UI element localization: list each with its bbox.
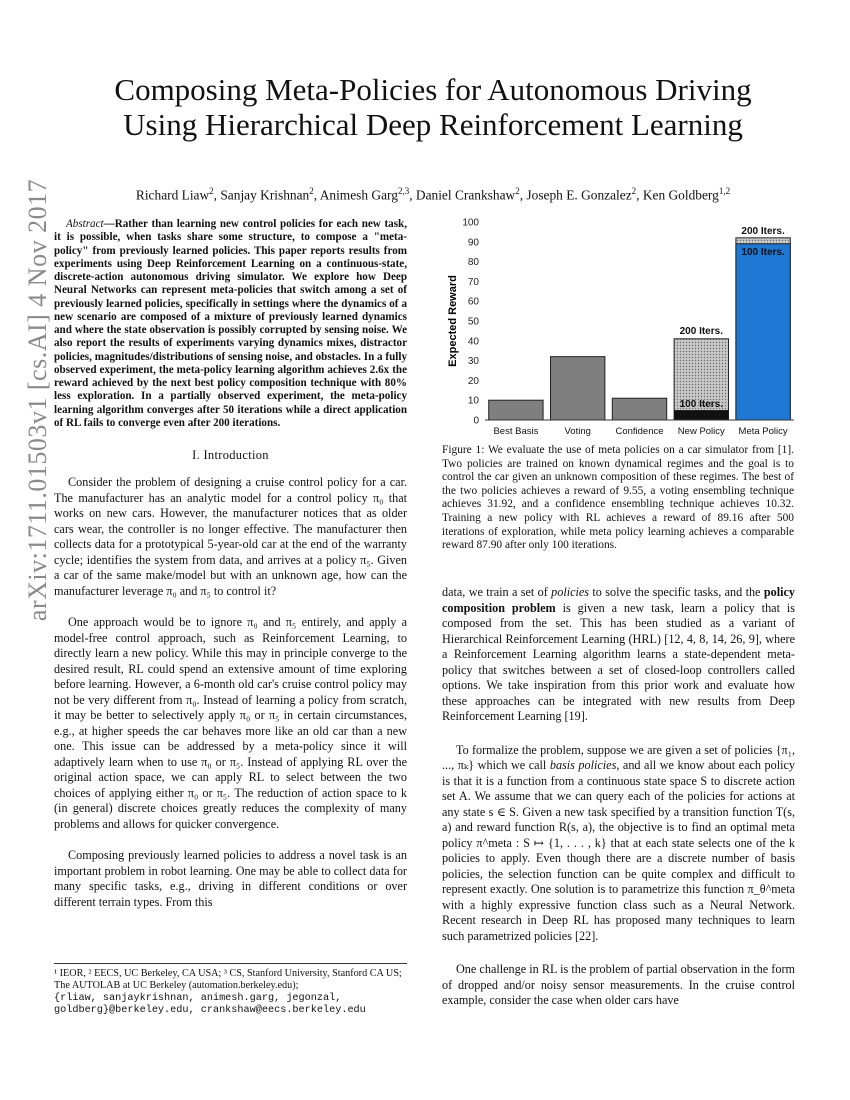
right-p1-pre: data, we train a set of	[442, 585, 552, 599]
title-line-2: Using Hierarchical Deep Reinforcement Learning	[123, 107, 743, 142]
title-line-1: Composing Meta-Policies for Autonomous Driving	[114, 72, 752, 107]
bar-annotation: 100 Iters.	[679, 399, 723, 411]
y-tick-label: 70	[467, 276, 479, 288]
policy-composition-term: policy composition problem	[442, 585, 795, 615]
author-affiliation: 2	[309, 186, 314, 196]
y-tick-label: 90	[467, 237, 479, 249]
bar-annotation: 200 Iters.	[679, 325, 723, 337]
right-p2-post: , and all we know about each policy is that it is a function from a continuous state space S to discrete action set A. We assume that we can query each of the policies for actions at any state s ∈ S. Given a new task specified by a transition function T(s, a) and reward function R(s, a), the objective is to find an optimal meta policy π^meta : S ↦ {1, . . . , k} that at each state selects one of the k policies to apply. Even though there are a discrete number of basis policies, the selection function can be quite complex and difficult to represent exactly. One solution is to parametrize this function π_θ^meta with a highly expressive function class such as a Neural Network. Recent research in Deep RL has proposed many techniques to learn such parametrized policies [22].	[442, 758, 795, 943]
intro-paragraph-1: Consider the problem of designing a cruise control policy for a car. The manufacturer has an analytic model for a control policy π₀ that works on new cars. However, the manufacturer notices that as older cars wear, the controller is no longer effective. The manufacturer then collects data for a prototypical 5-year-old car at the end of the warranty cycle; identifies the system from data, and arrives at a policy π₅. Given a car of the same make/model but with an unknown age, how can the manufacturer leverage π₀ and π₅ to control it?	[54, 475, 407, 598]
y-tick-label: 0	[473, 415, 479, 427]
author-name: Joseph E. Gonzalez	[526, 187, 632, 203]
footnote-emails: {rliaw, sanjaykrishnan, animesh.garg, jegonzal, goldberg}@berkeley.edu, crankshaw@eecs.berkeley.edu	[54, 992, 366, 1016]
right-p2-pre: To formalize the problem, suppose we are given a set of policies {π₁, ..., πₖ} which we call	[442, 742, 795, 772]
abstract-label: Abstract	[66, 218, 104, 230]
right-p1-mid: to solve the specific tasks, and the	[589, 585, 764, 599]
right-paragraph-2	[442, 743, 795, 945]
intro-paragraph-2: One approach would be to ignore π₀ and π₅ entirely, and apply a model-free control approach, such as Reinforcement Learning, to directly learn a new policy. While this may in principle converge to the desired result, RL could spend an extensive amount of time exploring before learning. However, a 6-month old car's cruise control policy may not be very different from π₀. Instead of learning a policy from scratch, it may be better to selectively apply π₀ or π₅ in certain circumstances, e.g., at higher speeds the car behaves more like an old car than a new one. This issue can be addressed by a meta-policy since it will adaptively learn when to use π₀ or π₅. Instead of applying RL over the original action space, we can apply RL to select between the two choices of applying either π₀ or π₅. The reduction of action space to k (in general) discrete choices greatly reduces the complexity of many problems and allows for quicker convergence.	[54, 615, 407, 831]
abstract	[54, 218, 407, 430]
arxiv-id: arXiv:1711.01503v1 [cs.AI] 4 Nov 2017	[23, 178, 52, 622]
paper-title	[60, 72, 806, 142]
right-p1-post: is given a new task, learn a policy that is composed from the set. This has been studied as a variant of Hierarchical Reinforcement Learning (HRL) [12, 4, 8, 14, 26, 9], where a Reinforcement Learning algorithm learns a state-dependent meta-policy that switches between a set of closed-loop controllers called options. We take inspiration from this prior work and evaluate how these approaches can be integrated with new results from Deep Reinforcement Learning [19].	[442, 600, 795, 723]
author-name: Richard Liaw	[135, 187, 210, 203]
y-tick-label: 40	[467, 336, 479, 348]
author-name: Sanjay Krishnan	[220, 187, 310, 203]
x-tick-label: Best Basis	[493, 426, 539, 437]
right-paragraph-1	[442, 585, 795, 725]
x-tick-label: Voting	[564, 426, 591, 437]
author-affiliation: 2	[631, 186, 637, 196]
author-name: Ken Goldberg	[642, 187, 719, 203]
author-name: Daniel Crankshaw	[415, 187, 516, 203]
author-affiliation: 2,3	[397, 186, 410, 196]
right-p1-em: policies	[551, 585, 590, 599]
bar-annotation: 100 Iters.	[741, 246, 785, 258]
y-tick-label: 10	[467, 395, 479, 407]
bar	[489, 400, 543, 420]
y-tick-label: 80	[467, 257, 479, 269]
right-paragraph-3: One challenge in RL is the problem of partial observation in the form of dropped and/or noisy sensor measurements. In the cruise control example, consider the case when older cars have	[442, 962, 795, 1007]
arxiv-stamp	[18, 120, 58, 680]
x-tick-label: Confidence	[615, 426, 664, 437]
left-column	[54, 218, 407, 910]
x-tick-label: New Policy	[677, 426, 725, 437]
footnote	[54, 963, 407, 1017]
right-p2-em: basis policies	[549, 758, 617, 772]
bar-annotation: 200 Iters.	[741, 225, 785, 237]
y-tick-label: 30	[467, 356, 479, 368]
bar-chart	[442, 218, 802, 440]
bar	[551, 357, 605, 420]
x-tick-label: Meta Policy	[738, 426, 788, 437]
author-affiliation: 2	[515, 186, 520, 196]
y-tick-label: 60	[467, 296, 479, 308]
author-name: Animesh Garg	[319, 187, 398, 203]
abstract-text: —Rather than learning new control policies for each new task, it is possible, when tasks share some structure, to compose a "meta-policy" from previously learned policies. This paper reports results from experiments using Deep Reinforcement Learning on a continuous-state, discrete-action autonomous driving simulator. We explore how Deep Neural Networks can represent meta-policies that switch among a set of previously learned policies, specifically in settings where the dynamics of a new scenario are composed of a mixture of previously learned dynamics and where the state observation is possibly corrupted by sensing noise. We also report the results of experiments varying dynamics mixes, distractor policies, magnitudes/distributions of sensing noise, and obstacles. In a fully observed experiment, the meta-policy learning algorithm achieves 2.6x the reward achieved by the next best policy composition technique with 80% less exploration. In a partially observed experiment, the meta-policy learning algorithm converges after 50 iterations while a direct application of RL fails to converge even after 200 iterations.	[54, 218, 407, 429]
figure-1	[442, 218, 802, 440]
author-affiliation: 2	[209, 186, 214, 196]
bar-100-iters	[736, 244, 790, 420]
footnote-affiliations: ¹ IEOR, ² EECS, UC Berkeley, CA USA; ³ CS, Stanford University, Stanford CA US; The AUTOLAB at UC Berkeley (automation.berkeley.edu);	[54, 968, 402, 992]
bar-100-iters	[674, 410, 728, 420]
author-affiliation: 1,2	[718, 186, 731, 196]
y-tick-label: 50	[467, 316, 479, 328]
bar	[612, 398, 666, 420]
y-tick-label: 20	[467, 375, 479, 387]
y-tick-label: 100	[462, 218, 479, 229]
section-heading: I. Introduction	[192, 448, 269, 462]
intro-paragraph-3: Composing previously learned policies to address a novel task is an important problem in robot learning. One may be able to collect data for many specific tasks, e.g., driving in different conditions or over different terrain types. From this	[54, 848, 407, 909]
figure-caption: Figure 1: We evaluate the use of meta policies on a car simulator from [1]. Two policies are trained on known dynamical regimes and the goal is to control the car given an unknown composition of these regimes. The best of the two policies achieves a reward of 9.55, a voting ensembling technique achieves 31.92, and a confidence ensembling technique achieves 10.32. Training a new policy with RL achieves a reward of 89.16 after 500 iterations of exploration, while meta policy learning achieves a comparable reward 87.90 after only 100 iterations.	[442, 444, 794, 552]
y-axis-label: Expected Reward	[447, 275, 459, 367]
right-column	[442, 585, 795, 1009]
author-list: Richard Liaw$^2$, Sanjay Krishnan$^2$, Animesh Garg$^{2,3}$, Daniel Crankshaw$^2$, Joseph E. Gonzalez$^2$, Ken Goldberg$^{1,2}$	[135, 186, 731, 203]
